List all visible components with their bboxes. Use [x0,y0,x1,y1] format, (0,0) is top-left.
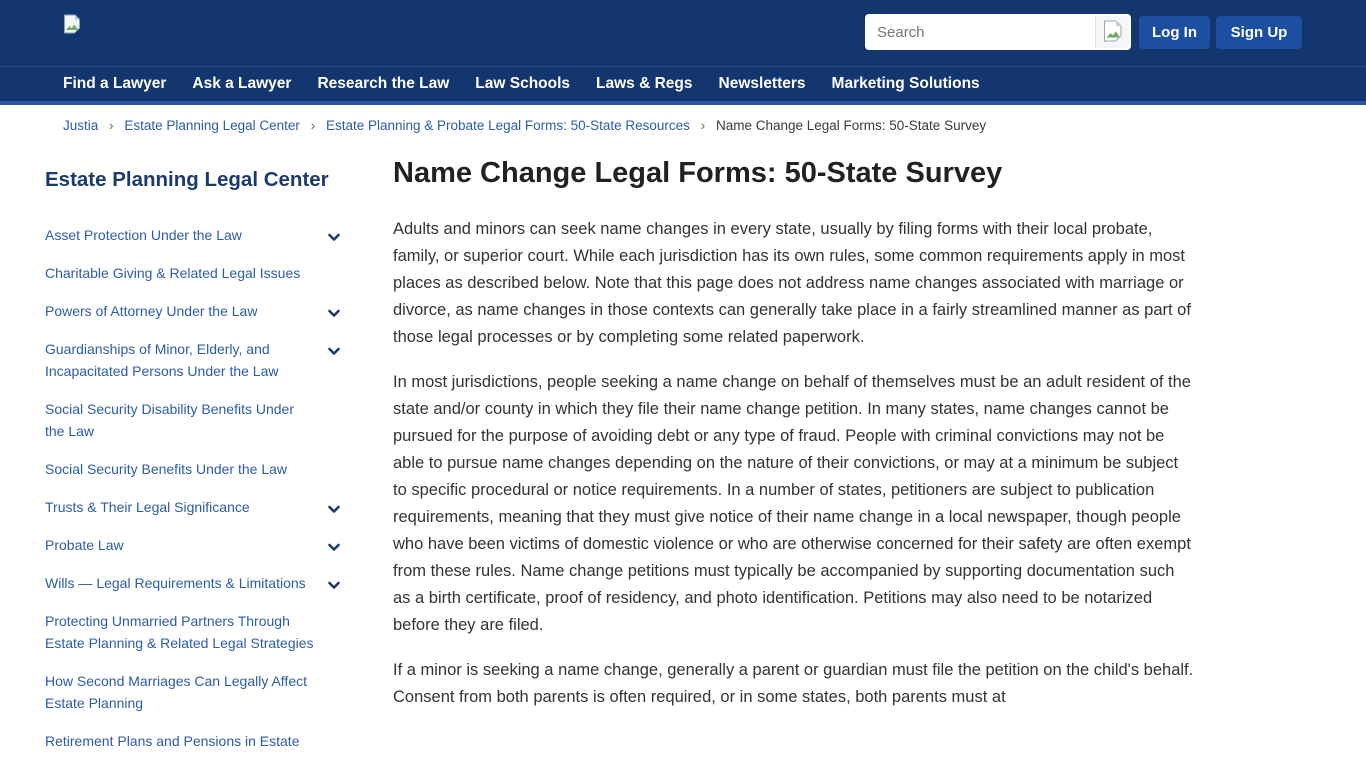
breadcrumb-separator: › [310,118,316,133]
chevron-down-icon [328,577,340,586]
sidebar-link[interactable]: Powers of Attorney Under the Law [45,303,258,319]
sidebar-item-probate-law[interactable] [45,534,345,556]
logo-broken-image-icon[interactable] [63,14,81,34]
login-button[interactable]: Log In [1139,16,1210,49]
article-paragraph: If a minor is seeking a name change, generally a parent or guardian must file the petition on the child's behalf. Consent from both parents is often required, or in some states, both parents must at [393,661,1194,706]
header-accent-strip [0,101,1366,105]
nav-find-a-lawyer[interactable]: Find a Lawyer [63,75,167,92]
breadcrumb-separator: › [700,118,706,133]
sidebar-link[interactable]: Guardianships of Minor, Elderly, and Incapacitated Persons Under the Law [45,341,279,379]
nav-newsletters[interactable]: Newsletters [718,75,806,92]
site-header [0,0,1366,105]
sidebar [45,167,345,768]
sidebar-list [45,224,345,752]
sidebar-item-wills[interactable] [45,572,345,594]
sidebar-link[interactable]: Charitable Giving & Related Legal Issues [45,265,301,281]
sidebar-item-charitable-giving[interactable] [45,262,345,284]
chevron-down-icon [328,229,340,238]
breadcrumb-link-50-state-resources[interactable]: Estate Planning & Probate Legal Forms: 50-State Resources [325,118,690,133]
sidebar-link[interactable]: Trusts & Their Legal Significance [45,499,250,515]
breadcrumb-link-justia[interactable]: Justia [63,118,99,133]
article-paragraph: In most jurisdictions, people seeking a name change on behalf of themselves must be an adult resident of the state and/or county in which they file their name change petition. In many states, name changes cannot be pursued for the purpose of avoiding debt or any type of fraud. People with criminal convictions may not be able to pursue name changes depending on the nature of their convictions, or may at a minimum be subject to specific procedural or notice requirements. In a number of states, petitioners are subject to publication requirements, meaning that they must give notice of their name change in a local newspaper, though people who have been victims of domestic violence or who are otherwise concerned for their safety are often exempt from these rules. Name change petitions must typically be accompanied by supporting documentation such as a birth certificate, proof of residency, and photo identification. Petitions may also need to be notarized before they are filed. [393,373,1191,634]
nav-laws-and-regs[interactable]: Laws & Regs [596,75,693,92]
search-bar [865,14,1131,50]
chevron-down-icon [328,305,340,314]
header-top-bar [0,0,1366,66]
sidebar-link[interactable]: Social Security Disability Benefits Under the Law [45,401,294,439]
page-title: Name Change Legal Forms: 50-State Survey [393,157,1003,189]
breadcrumb-link-estate-planning-legal-center[interactable]: Estate Planning Legal Center [124,118,300,133]
sidebar-item-unmarried-partners[interactable] [45,610,345,654]
sidebar-link[interactable]: Protecting Unmarried Partners Through Estate Planning & Related Legal Strategies [45,613,314,651]
main-nav [0,66,1366,101]
search-button[interactable] [1095,16,1129,48]
sidebar-link[interactable]: Retirement Plans and Pensions in Estate [45,733,300,749]
sidebar-link[interactable]: Asset Protection Under the Law [45,227,242,243]
sidebar-item-guardianships[interactable] [45,338,345,382]
article-paragraph: Adults and minors can seek name changes in every state, usually by filing forms with their local probate, family, or superior court. While each jurisdiction has its own rules, some common requirements apply in most places as described below. Note that this page does not address name changes associated with marriage or divorce, as name changes in those contexts can generally take place in a fairly streamlined manner as part of those legal processes or by completing some related paperwork. [393,220,1191,346]
sidebar-link[interactable]: Wills — Legal Requirements & Limitations [45,575,306,591]
nav-marketing-solutions[interactable]: Marketing Solutions [831,75,980,92]
sidebar-item-ss-benefits[interactable] [45,458,345,480]
main-content [393,155,1195,729]
sidebar-item-powers-of-attorney[interactable] [45,300,345,322]
sidebar-item-retirement-plans[interactable] [45,730,345,752]
sidebar-item-trusts[interactable] [45,496,345,518]
sidebar-item-ss-disability-benefits[interactable] [45,398,345,442]
breadcrumb [0,105,1366,147]
sidebar-link[interactable]: Social Security Benefits Under the Law [45,461,288,477]
sidebar-link[interactable]: How Second Marriages Can Legally Affect Estate Planning [45,673,307,711]
sidebar-item-second-marriages[interactable] [45,670,345,714]
chevron-down-icon [328,539,340,548]
signup-button[interactable]: Sign Up [1216,16,1302,49]
search-input[interactable] [865,14,1095,50]
nav-law-schools[interactable]: Law Schools [475,75,571,92]
breadcrumb-current-page: Name Change Legal Forms: 50-State Survey [715,118,987,133]
sidebar-title: Estate Planning Legal Center [45,168,329,191]
nav-research-the-law[interactable]: Research the Law [317,75,450,92]
search-broken-image-icon [1103,20,1123,45]
nav-ask-a-lawyer[interactable]: Ask a Lawyer [192,75,292,92]
chevron-down-icon [328,343,340,352]
sidebar-item-asset-protection[interactable] [45,224,345,246]
sidebar-link[interactable]: Probate Law [45,537,124,553]
breadcrumb-separator: › [109,118,114,133]
chevron-down-icon [328,501,340,510]
